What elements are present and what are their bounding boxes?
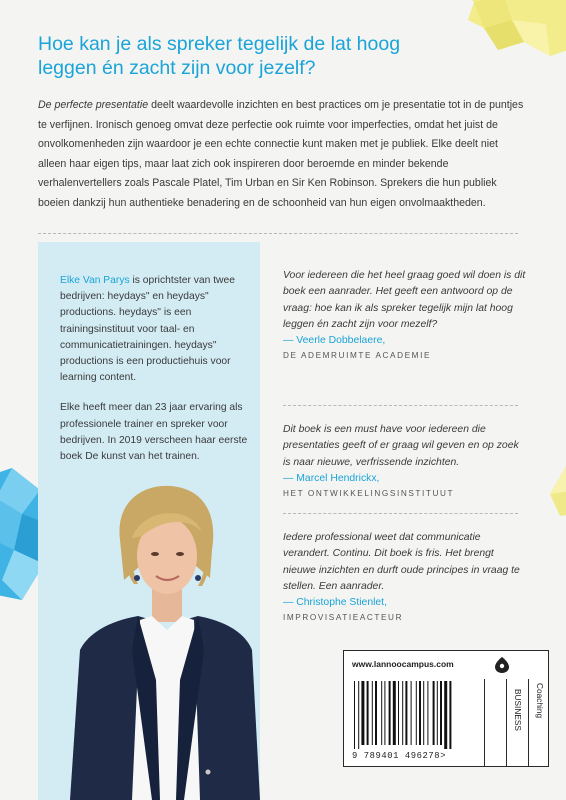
author-bio: [60, 273, 250, 479]
quote-block-2: [283, 422, 528, 498]
author-photo: [60, 480, 265, 800]
bio-paragraph-2: Elke heeft meer dan 23 jaar ervaring als professionele trainer en spreker voor bedrijven. In 2019 verscheen haar eerste boek De kunst van het trainen.: [60, 402, 248, 463]
category-tab-2: [506, 679, 528, 767]
quote-text-1: Voor iedereen die het heel graag goed wil doen is dit boek een aanrader. Het geeft een antwoord op de vraag: hoe kan ik als spreker tegelijk mijn lat hoog leggen én zacht zijn voor mezelf?: [283, 270, 526, 330]
crumpled-paper-yellow-small: [546, 466, 566, 516]
publisher-logo-icon: [495, 657, 509, 673]
divider-top: [38, 233, 518, 234]
category-tab-1: [484, 679, 506, 767]
divider-quotes-1: [283, 405, 518, 406]
intro-text: deelt waardevolle inzichten en best practices om je presentatie tot in de puntjes te verfijnen. Ironisch genoeg omvat deze perfectie ook ruimte voor imperfecties, omdat het juist de onvolkomenheden zijn waardoor je een echte connectie kunt maken met je publiek. Elke deelt niet alleen haar eigen tips, maar laat zich ook inspireren door beroemde en minder bekende verhalenvertellers zoals Pascale Platel, Tim Urban en Sir Ken Robinson. Sprekers die hun publiek boeien dankzij hun authentieke benadering en de schoonheid van hun eigen onvolmaaktheden.: [38, 99, 524, 209]
intro-paragraph: [38, 96, 528, 213]
quote-text-3: Iedere professional weet dat communicatie verandert. Continu. Dit boek is fris. Het brengt nieuwe inzichten en durft oude principes in vraag te stellen. Een aanrader.: [283, 532, 520, 592]
quote-block-3: [283, 530, 528, 622]
divider-quotes-2: [283, 513, 518, 514]
bio-text-1: is oprichtster van twee bedrijven: heydays" en heydays" productions. heydays" is een trainingsinstituut voor taal- en communicatietrainingen. heydays" productions is een productiehuis voor learning content.: [60, 275, 235, 384]
book-title: De perfecte presentatie: [38, 99, 149, 111]
author-name: Elke Van Parys: [60, 275, 130, 286]
category-coaching: Coaching: [535, 683, 545, 719]
barcode-box: [343, 650, 549, 767]
quote-org-3: IMPROVISATIEACTEUR: [283, 613, 404, 623]
category-tab-3: [528, 679, 550, 767]
crumpled-paper-yellow: [454, 0, 566, 60]
quote-block-1: [283, 268, 528, 360]
quote-org-2: HET ONTWIKKELINGSINSTITUUT: [283, 488, 455, 498]
quote-author-1: — Veerle Dobbelaere,: [283, 335, 386, 347]
headline: Hoe kan je als spreker tegelijk de lat hoog leggen én zacht zijn voor jezelf?: [38, 33, 401, 79]
barcode-bars: [352, 681, 480, 749]
quote-author-3: — Christophe Stienlet,: [283, 597, 387, 609]
quote-author-2: — Marcel Hendrickx,: [283, 472, 380, 484]
publisher-url: www.lannoocampus.com: [352, 659, 454, 669]
isbn-marker: >: [440, 751, 447, 761]
bio-paragraph-1: [60, 273, 250, 386]
isbn-digits: 9 789401 496278: [352, 751, 441, 761]
category-business: BUSINESS: [513, 689, 523, 731]
quote-text-2: Dit boek is een must have voor iedereen die presentaties geeft of er graag wil geven en op zoek is naar nieuwe, verfrissende inzichten.: [283, 424, 519, 468]
isbn-number: [352, 751, 446, 761]
quote-org-1: DE ADEMRUIMTE ACADEMIE: [283, 351, 432, 361]
